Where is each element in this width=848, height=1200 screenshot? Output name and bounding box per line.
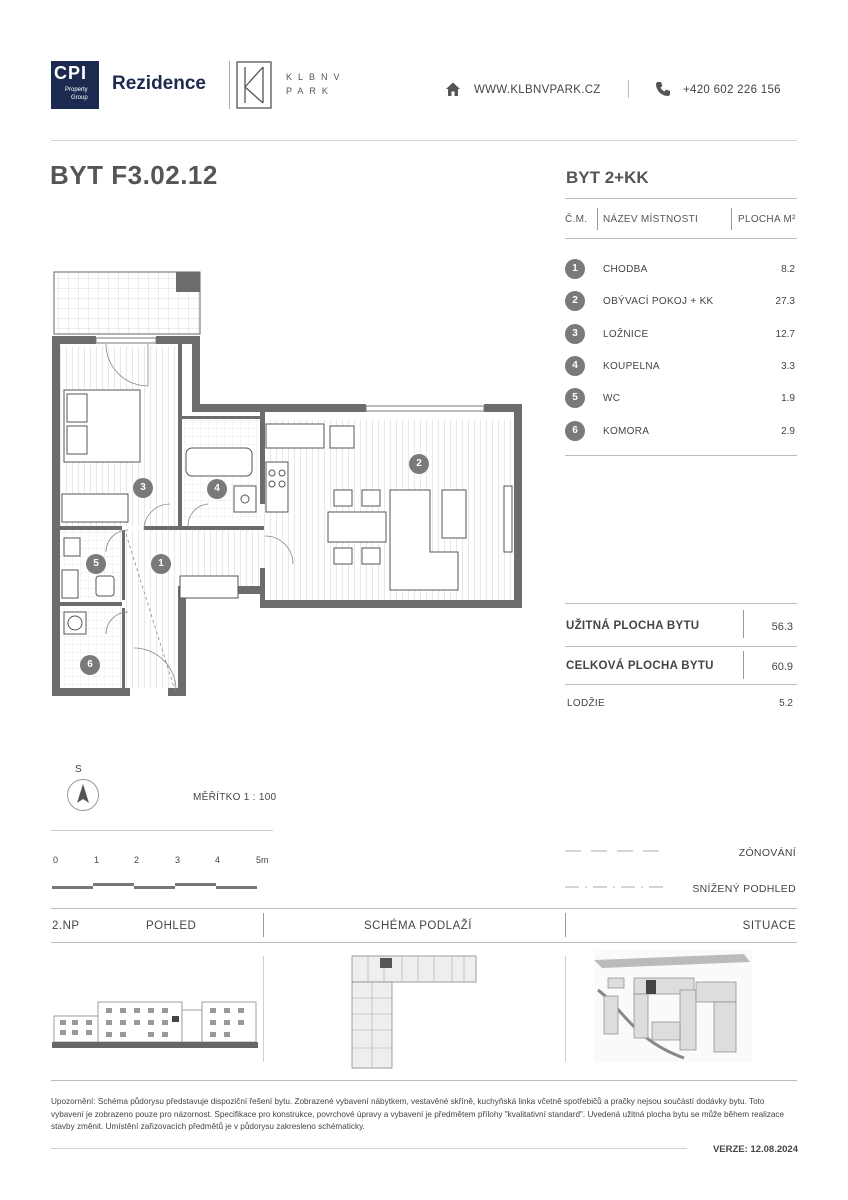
scale-tick-0: 0 [53,855,59,865]
col-divider-2 [731,208,732,230]
website-link[interactable]: WWW.KLBNVPARK.CZ [474,84,601,96]
col-header-area: PLOCHA M² [738,214,796,225]
room-name: WC [603,393,621,404]
room-area: 2.9 [781,426,795,437]
room-name: OBÝVACÍ POKOJ + KK [603,296,714,307]
plan-room-badge-5: 5 [86,554,106,574]
scale-bar [52,880,258,892]
bedroom-furniture [62,390,140,522]
room-area: 27.3 [775,296,795,307]
version-rule [51,1148,687,1149]
room-number-badge: 2 [565,291,585,311]
lowered-ceiling-label: SNÍŽENÝ PODHLED [692,883,796,895]
floor-plan [48,268,526,700]
scale-rule [51,830,273,831]
summary-divider-2 [743,651,744,679]
sections-rule-top [51,908,797,909]
loggia [54,272,200,334]
park-logo-line1: KLBNV [286,72,346,82]
sections-divider-4 [565,956,566,1062]
disclaimer-note: Upozornění: Schéma půdorysu představuje dispoziční řešení bytu. Zobrazené vybavení nábytkem, vestavěné skříně, kuchyňská linka včetně spotřebičů a pračky nejsou součástí dodávky bytu. Toto vybavení je zobrazeno pouze pro názornost. Specifikace pro konstrukce, povrchové úpravy a vybavení je předmětem přílohy "kvalitativní standard". Uvedená užitná plocha bytu se může během realizace stavby změnit. Umístění zařizovacích předmětů je v půdorysu zakresleno schématicky. [51,1097,785,1131]
view-label: POHLED [146,920,197,932]
park-logo-line2: PARK [286,86,334,96]
cpi-logo-sub2: Group [71,95,88,101]
phone-icon [655,81,671,97]
scale-tick-4: 4 [215,855,221,865]
plan-room-badge-6: 6 [80,655,100,675]
corridor-wardrobe [180,576,238,598]
situation-label: SITUACE [742,920,796,932]
floor-label: 2.NP [52,920,80,932]
room-number-badge: 3 [565,324,585,344]
unit-title: BYT F3.02.12 [50,160,218,190]
phone-link[interactable]: +420 602 226 156 [683,84,781,96]
summary-rule-mid [565,646,797,647]
usable-area-value: 56.3 [771,621,793,633]
total-area-label: CELKOVÁ PLOCHA BYTU [566,660,714,672]
room-number-badge: 6 [565,421,585,441]
total-area-value: 60.9 [771,661,793,673]
room-area: 8.2 [781,264,795,275]
table-top-rule [565,198,797,199]
brand-divider [229,61,230,109]
summary-divider-1 [743,610,744,638]
room-name: CHODBA [603,264,648,275]
col-header-name: NÁZEV MÍSTNOSTI [603,214,699,225]
sections-divider-2 [565,913,566,937]
home-icon [445,81,461,97]
brand-name: Rezidence [112,73,206,94]
building-elevation-image [52,996,258,1056]
scale-tick-1: 1 [94,855,100,865]
room-area: 3.3 [781,361,795,372]
col-divider-1 [597,208,598,230]
room-number-badge: 4 [565,356,585,376]
floor-scheme-image [344,952,478,1070]
unit-type: BYT 2+KK [566,168,649,187]
plan-room-badge-3: 3 [133,478,153,498]
room-number-badge: 5 [565,388,585,408]
sections-divider-3 [263,956,264,1062]
sections-divider-1 [263,913,264,937]
loggia-value: 5.2 [779,698,793,709]
site-plan-image [594,950,752,1062]
summary-rule-bottom [565,684,797,685]
plan-room-badge-4: 4 [207,479,227,499]
scale-text: MĚŘÍTKO 1 : 100 [193,792,277,803]
header-rule [51,140,797,141]
room-number-badge: 1 [565,259,585,279]
room-name: KOMORA [603,426,650,437]
col-header-num: Č.M. [565,214,588,225]
zoning-label: ZÓNOVÁNÍ [738,847,796,859]
room-name: KOUPELNA [603,361,660,372]
table-header-rule [565,238,797,239]
plan-room-badge-1: 1 [151,554,171,574]
scale-tick-2: 2 [134,855,140,865]
room-area: 12.7 [775,329,795,340]
park-logo-icon [236,61,274,109]
summary-rule-top [565,603,797,604]
footer-rule [51,1080,797,1081]
sections-rule-bottom [51,942,797,943]
floor-scheme-label: SCHÉMA PODLAŽÍ [364,920,472,932]
cpi-logo-text: CPI [54,63,88,83]
scale-tick-3: 3 [175,855,181,865]
cpi-logo-sub1: Property [65,87,88,93]
usable-area-label: UŽITNÁ PLOCHA BYTU [566,620,700,632]
cpi-logo [51,61,99,109]
compass-icon [66,778,100,812]
table-bottom-rule [565,455,797,456]
plan-room-badge-2: 2 [409,454,429,474]
compass-label: S [75,764,82,775]
scale-tick-5: 5m [256,855,269,865]
room-name: LOŽNICE [603,329,649,340]
room-area: 1.9 [781,393,795,404]
contact-divider [628,80,629,98]
loggia-label: LODŽIE [567,698,605,709]
version-label: VERZE: 12.08.2024 [712,1144,798,1155]
